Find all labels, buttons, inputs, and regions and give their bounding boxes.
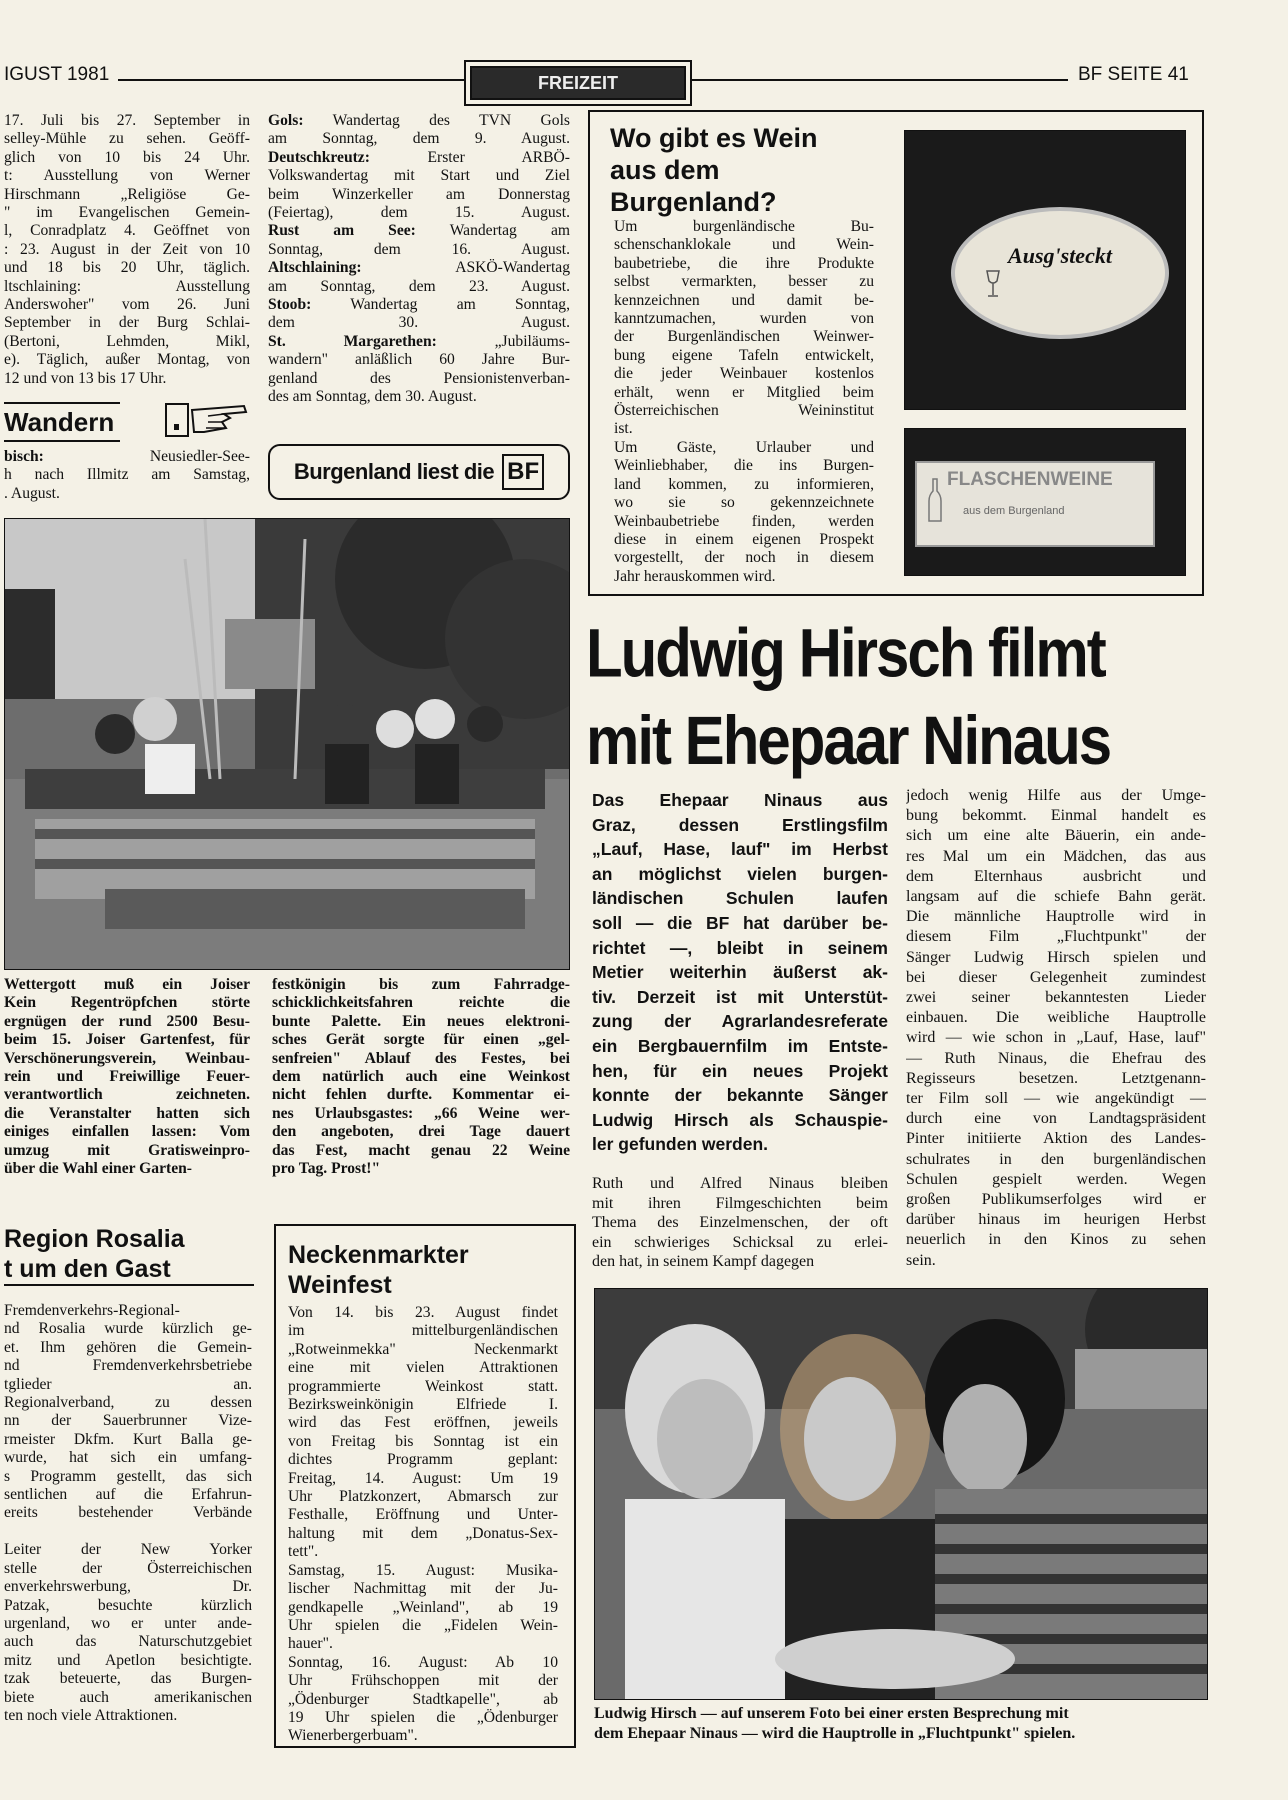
bf-logo: BF bbox=[502, 454, 544, 490]
text-line: ergnügen der rund 2500 Besu- bbox=[4, 1012, 250, 1030]
text-line: biete auch amerikanischen bbox=[4, 1688, 252, 1706]
neckenmarkt-text bbox=[288, 1304, 558, 1746]
text-line: enverkehrswerbung, Dr. bbox=[4, 1578, 252, 1596]
text-line: wird das Fest eröffnen, jeweils bbox=[288, 1414, 558, 1432]
text-line: hauer". bbox=[288, 1635, 333, 1653]
hirsch-photo bbox=[594, 1288, 1208, 1700]
text-line: e). Täglich, außer Montag, von bbox=[4, 351, 250, 369]
text-line: : 23. August in der Zeit von 10 bbox=[4, 240, 250, 258]
text-line: land kommen, zu informieren, bbox=[614, 475, 874, 493]
text-line: Wienerbergerbuam". bbox=[288, 1727, 418, 1745]
text-line: bung bekommt. Einmal handelt es bbox=[906, 807, 1206, 825]
text-line: Volkswandertag mit Start und Ziel bbox=[268, 167, 570, 185]
wine-glass-icon bbox=[985, 269, 1001, 299]
text-line: einiges einfallen lassen: Vom bbox=[4, 1123, 250, 1141]
flaschenweine-sign bbox=[915, 461, 1155, 547]
text-line: Thema des Einzelmenschen, der oft bbox=[592, 1214, 888, 1232]
text-line: (Bertoni, Lehmden, Mikl, bbox=[4, 332, 250, 350]
wein-box-title bbox=[610, 122, 818, 218]
text-line: beim Winzerkeller am Donnerstag bbox=[268, 185, 570, 203]
text-line: nn der Sauerbrunner Vize- bbox=[4, 1412, 252, 1430]
text-line: Ruth und Alfred Ninaus bleiben bbox=[592, 1175, 888, 1192]
text-line: St. Margarethen: „Jubiläums- bbox=[268, 332, 570, 350]
text-line: Weinliebhaber, die ins Burgen- bbox=[614, 457, 874, 475]
text-line: zwei seiner bekanntesten Lieder bbox=[906, 989, 1206, 1007]
text-line: festkönigin bis zum Fahrradge- bbox=[272, 976, 570, 993]
text-line: sches Gerät sorgte für einen „gel- bbox=[272, 1031, 570, 1049]
text-line: Fremdenverkehrs-Regional- bbox=[4, 1302, 180, 1319]
text-line: Metier weiterhin äußerst ak- bbox=[592, 962, 888, 983]
text-line: durch eine von Landtagspräsident bbox=[906, 1110, 1206, 1128]
ausgsteckt-sign bbox=[951, 207, 1169, 339]
text-line: jedoch wenig Hilfe aus der Umge- bbox=[906, 787, 1206, 804]
text-line: sich um eine alte Bäuerin, ein ande- bbox=[906, 827, 1206, 845]
text-line: ler gefunden werden. bbox=[592, 1134, 768, 1155]
text-line: diese in einem eigenen Prospekt bbox=[614, 530, 874, 548]
sign-photo-ausgsteckt bbox=[904, 130, 1186, 410]
text-line bbox=[4, 1523, 252, 1541]
rosalia-title bbox=[4, 1224, 254, 1286]
text-line: et. Ihm gehören die Gemein- bbox=[4, 1338, 252, 1356]
text-line: 19 Uhr spielen die „Ödenburger bbox=[288, 1708, 558, 1726]
text-line: Sonntag, dem 16. August. bbox=[268, 240, 570, 258]
issue-date: IGUST 1981 bbox=[4, 64, 110, 85]
text-line: darüber hinaus im heurigen Herbst bbox=[906, 1211, 1206, 1229]
text-line: im mittelburgenländischen bbox=[288, 1322, 558, 1340]
text-line: Wettergott muß ein Joiser bbox=[4, 976, 250, 993]
text-line: ländischen Schulen laufen bbox=[592, 888, 888, 909]
hirsch-body-right bbox=[906, 786, 1206, 1271]
text-line: Rust am See: Wandertag am bbox=[268, 222, 570, 240]
text-line: Schulen gespielt werden. Wegen bbox=[906, 1170, 1206, 1188]
text-line: mitz und Apetlon besichtigte. bbox=[4, 1651, 252, 1669]
text-line: wurde, hat sich ein umfang- bbox=[4, 1449, 252, 1467]
text-line: urgenland, wo er unter ande- bbox=[4, 1614, 252, 1632]
text-line: großen Publikumserfolges wird er bbox=[906, 1191, 1206, 1209]
ausgsteckt-sign-text: Ausg'steckt bbox=[1008, 243, 1112, 268]
festival-caption-right bbox=[272, 976, 570, 1178]
headline-line: Weinfest bbox=[288, 1271, 392, 1299]
text-line: Regisseurs besetzen. Letztgenann- bbox=[906, 1069, 1206, 1087]
headline-line: Ludwig Hirsch filmt bbox=[586, 614, 1105, 692]
text-line: Von 14. bis 23. August findet bbox=[288, 1304, 558, 1321]
text-line: baubetriebe, die ihre Produkte bbox=[614, 254, 874, 272]
headline-line: Burgenland? bbox=[610, 187, 777, 217]
hirsch-lead bbox=[592, 788, 888, 1157]
text-line: 17. Juli bis 27. September in bbox=[4, 112, 250, 129]
neckenmarkt-title bbox=[288, 1240, 469, 1300]
wein-box bbox=[588, 110, 1204, 596]
text-line: Österreichischen Weininstitut bbox=[614, 402, 874, 420]
text-line: diesem Film „Fluchtpunkt" der bbox=[906, 928, 1206, 946]
text-line: " im Evangelischen Gemein- bbox=[4, 204, 250, 222]
text-line: schicklichkeitsfahren reichte die bbox=[272, 994, 570, 1012]
text-line: neuerlich in den Kinos zu sehen bbox=[906, 1231, 1206, 1249]
wandern-title: Wandern bbox=[4, 402, 120, 442]
text-line: Die männliche Hauptrolle wird in bbox=[906, 908, 1206, 926]
text-line: tett". bbox=[288, 1543, 319, 1561]
text-line: den hat, in seinem Kampf dagegen bbox=[592, 1253, 815, 1271]
text-line: tzak beteuerte, das Burgen- bbox=[4, 1670, 252, 1688]
flaschenweine-sign-top: FLASCHENWEINE bbox=[947, 469, 1113, 490]
caption-line: dem Ehepaar Ninaus — wird die Hauptrolle in „Fluchtpunkt" spielen. bbox=[594, 1725, 1076, 1742]
text-line: kennzeichnen und damit be- bbox=[614, 291, 874, 309]
text-line: einbauen. Die weibliche Hauptrolle bbox=[906, 1009, 1206, 1027]
text-line: programmierte Weinkost statt. bbox=[288, 1377, 558, 1395]
headline-line: Neckenmarkter bbox=[288, 1241, 469, 1269]
text-line: Regionalverband, zu dessen bbox=[4, 1394, 252, 1412]
text-line: konnte der bekannte Sänger bbox=[592, 1085, 888, 1106]
text-line: ein Bergbauernfilm im Entste- bbox=[592, 1035, 888, 1056]
wandertage-column bbox=[268, 112, 570, 407]
text-line: t: Ausstellung von Werner bbox=[4, 167, 250, 185]
text-line: Uhr Frühschoppen mit der bbox=[288, 1672, 558, 1690]
header-rule-right bbox=[690, 79, 1068, 81]
page-number: BF SEITE 41 bbox=[1078, 64, 1189, 85]
text-line: Um Gäste, Urlauber und bbox=[614, 438, 874, 456]
neckenmarkt-box bbox=[274, 1224, 576, 1748]
text-line: . August. bbox=[4, 484, 60, 502]
text-line: Altschlaining: ASKÖ-Wandertag bbox=[268, 259, 570, 277]
wein-box-text bbox=[614, 218, 874, 586]
text-line: h nach Illmitz am Samstag, bbox=[4, 466, 250, 484]
text-line: Anderswoher" vom 26. Juni bbox=[4, 296, 250, 314]
text-line: 12 und von 13 bis 17 Uhr. bbox=[4, 369, 167, 387]
text-line: ter Film soll — wie angekündigt — bbox=[906, 1090, 1206, 1108]
headline-line: Wo gibt es Wein bbox=[610, 123, 818, 153]
text-line: ereits bestehender Verbände bbox=[4, 1504, 252, 1522]
text-line: Verschönerungsverein, Weinbau- bbox=[4, 1049, 250, 1067]
text-line: und 18 bis 20 Uhr, täglich. bbox=[4, 259, 250, 277]
text-line: Graz, dessen Erstlingsfilm bbox=[592, 814, 888, 835]
text-line: gendkapelle „Weinland", ab 19 bbox=[288, 1598, 558, 1616]
text-line: bisch: Neusiedler-See- bbox=[4, 448, 250, 465]
text-line: — Ruth Ninaus, die Ehefrau des bbox=[906, 1049, 1206, 1067]
text-line: wo sie so gekennzeichnete bbox=[614, 494, 874, 512]
text-line: Gols: Wandertag des TVN Gols bbox=[268, 112, 570, 129]
text-line: beim 15. Joiser Gartenfest, für bbox=[4, 1031, 250, 1049]
text-line: schenschanklokale und Wein- bbox=[614, 236, 874, 254]
text-line: lischer Nachmittag mit der Ju- bbox=[288, 1580, 558, 1598]
text-line: selbst vermarkten, besser zu bbox=[614, 273, 874, 291]
text-line: dem 30. August. bbox=[268, 314, 570, 332]
festival-caption-left bbox=[4, 976, 250, 1178]
text-line: den angeboten, drei Tage dauert bbox=[272, 1123, 570, 1141]
text-line: die Veranstalter hatten sich bbox=[4, 1104, 250, 1122]
text-line: Sonntag, 16. August: Ab 10 bbox=[288, 1653, 558, 1671]
text-line: res Mal um ein Mädchen, das aus bbox=[906, 847, 1206, 865]
text-line: September in der Burg Schlai- bbox=[4, 314, 250, 332]
text-line: umzug mit Gratisweinpro- bbox=[4, 1141, 250, 1159]
text-line: Samstag, 15. August: Musika- bbox=[288, 1561, 558, 1579]
headline-line: Region Rosalia bbox=[4, 1225, 185, 1253]
text-line: Sänger Ludwig Hirsch spielen und bbox=[906, 948, 1206, 966]
text-line: dem Elternhaus ausbricht und bbox=[906, 867, 1206, 885]
text-line: tiv. Derzeit ist mit Unterstüt- bbox=[592, 986, 888, 1007]
text-line: Festhalle, Eröffnung und Unter- bbox=[288, 1506, 558, 1524]
text-line: langsam auf die schiefe Bahn gerät. bbox=[906, 888, 1206, 906]
text-line: „Ödenburger Stadtkapelle", ab bbox=[288, 1690, 558, 1708]
text-line: ist. bbox=[614, 420, 633, 438]
text-line: Um burgenländische Bu- bbox=[614, 218, 874, 235]
hirsch-photo-caption bbox=[594, 1704, 1206, 1744]
text-line: s Programm gestellt, das sich bbox=[4, 1467, 252, 1485]
text-line: l, Conradplatz 4. Geöffnet von bbox=[4, 222, 250, 240]
text-line: die jeder Weinbauer kostenlos bbox=[614, 365, 874, 383]
text-line: sein. bbox=[906, 1251, 936, 1269]
text-line: nes Urlaubsgastes: „66 Weine wer- bbox=[272, 1104, 570, 1122]
text-line: ltschlaining: Ausstellung bbox=[4, 277, 250, 295]
text-line: vorgestellt, der noch in diesem bbox=[614, 549, 874, 567]
text-line: Das Ehepaar Ninaus aus bbox=[592, 790, 888, 810]
wandern-text bbox=[4, 448, 250, 503]
text-line: pro Tag. Prost!" bbox=[272, 1160, 381, 1178]
text-line: dichtes Programm geplant: bbox=[288, 1451, 558, 1469]
text-line: nd Rosalia wurde kürzlich ge- bbox=[4, 1320, 252, 1338]
text-line: soll — die BF hat darüber be- bbox=[592, 912, 888, 933]
text-line: auch das Naturschutzgebiet bbox=[4, 1633, 252, 1651]
text-line: Kein Regentröpfchen störte bbox=[4, 994, 250, 1012]
text-line: senfreien" Ablauf des Festes, bei bbox=[272, 1049, 570, 1067]
text-line: Ludwig Hirsch als Schauspie- bbox=[592, 1109, 888, 1130]
text-line: Deutschkreutz: Erster ARBÖ- bbox=[268, 148, 570, 166]
text-line: der Burgenländischen Weinwer- bbox=[614, 328, 874, 346]
section-title: FREIZEIT bbox=[470, 66, 686, 100]
text-line: das Fest, macht genau 22 Weine bbox=[272, 1141, 570, 1159]
text-line: stelle der Österreichischen bbox=[4, 1559, 252, 1577]
text-line: Patzak, besuchte kürzlich bbox=[4, 1596, 252, 1614]
wandern-heading bbox=[4, 402, 250, 438]
headline-line: aus dem bbox=[610, 155, 720, 185]
text-line: genland des Pensionistenverban- bbox=[268, 369, 570, 387]
text-line: Uhr spielen die „Fidelen Wein- bbox=[288, 1616, 558, 1634]
text-line: rein und Freiwillige Feuer- bbox=[4, 1068, 250, 1086]
text-line: zung der Agrarlandesreferate bbox=[592, 1011, 888, 1032]
text-line: wandern" anläßlich 60 Jahre Bur- bbox=[268, 351, 570, 369]
text-line: bung eigene Tafeln entwickelt, bbox=[614, 346, 874, 364]
text-line: „Rotweinmekka" Neckenmarkt bbox=[288, 1340, 558, 1358]
text-line: an möglichst vielen burgen- bbox=[592, 863, 888, 884]
text-line: haltung mit dem „Donatus-Sex- bbox=[288, 1524, 558, 1542]
text-line: dem natürlich auch eine Weinkost bbox=[272, 1068, 570, 1086]
bf-ad-text: Burgenland liest die bbox=[293, 459, 495, 484]
bf-ad bbox=[268, 444, 570, 500]
text-line: schulrates in den burgenländischen bbox=[906, 1150, 1206, 1168]
text-line: sentlichen auf die Erfahrun- bbox=[4, 1486, 252, 1504]
text-line: von Freitag bis Sonntag ist ein bbox=[288, 1432, 558, 1450]
text-line: rmeister Dkfm. Kurt Balla ge- bbox=[4, 1430, 252, 1448]
header-rule-left bbox=[118, 79, 464, 81]
text-line: des am Sonntag, dem 30. August. bbox=[268, 388, 477, 406]
text-line: glich von 10 bis 24 Uhr. bbox=[4, 148, 250, 166]
text-line: wird — wie schon in „Lauf, Hase, lauf" bbox=[906, 1029, 1206, 1047]
text-line: am Sonntag, dem 9. August. bbox=[268, 130, 570, 148]
flaschenweine-sign-bottom: aus dem Burgenland bbox=[963, 505, 1065, 517]
text-line: mit ihren Filmgeschichten beim bbox=[592, 1194, 888, 1212]
headline-line: t um den Gast bbox=[4, 1255, 171, 1283]
text-line: Jahr herauskommen wird. bbox=[614, 567, 776, 585]
text-line: Bezirksweinkönigin Elfriede I. bbox=[288, 1396, 558, 1414]
text-line: Pinter initiierte Aktion des Landes- bbox=[906, 1130, 1206, 1148]
text-line: bei dieser Gelegenheit zumindest bbox=[906, 968, 1206, 986]
text-line: nd Fremdenverkehrsbetriebe bbox=[4, 1357, 252, 1375]
sign-photo-flaschenweine bbox=[904, 428, 1186, 576]
text-line: tglieder an. bbox=[4, 1375, 252, 1393]
hirsch-body-left bbox=[592, 1174, 888, 1272]
pointing-hand-icon bbox=[164, 402, 248, 438]
hirsch-headline bbox=[586, 610, 1206, 785]
text-line: Freitag, 14. August: Um 19 bbox=[288, 1469, 558, 1487]
text-line: nicht fehlen durfte. Kommentar ei- bbox=[272, 1086, 570, 1104]
text-line: Uhr Platzkonzert, Abmarsch zur bbox=[288, 1488, 558, 1506]
text-line: erhält, wenn er Mitglied beim bbox=[614, 383, 874, 401]
bottle-icon bbox=[927, 477, 943, 528]
text-line: (Feiertag), dem 15. August. bbox=[268, 204, 570, 222]
caption-line: Ludwig Hirsch — auf unserem Foto bei einer ersten Besprechung mit bbox=[594, 1705, 1069, 1722]
text-line: Stoob: Wandertag am Sonntag, bbox=[268, 296, 570, 314]
text-line: bunte Palette. Ein neues elektroni- bbox=[272, 1012, 570, 1030]
text-line: „Lauf, Hase, lauf" im Herbst bbox=[592, 839, 888, 860]
text-line: ein schwieriges Schicksal zu erlei- bbox=[592, 1233, 888, 1251]
text-line: Leiter der New Yorker bbox=[4, 1541, 252, 1559]
headline-line: mit Ehepaar Ninaus bbox=[586, 702, 1111, 780]
text-line: Hirschmann „Religiöse Ge- bbox=[4, 185, 250, 203]
rosalia-text bbox=[4, 1302, 252, 1725]
text-line: Weinbaubetriebe finden, werden bbox=[614, 512, 874, 530]
text-line: ten noch viele Attraktionen. bbox=[4, 1706, 178, 1724]
festival-photo bbox=[4, 518, 570, 970]
exhibitions-column bbox=[4, 112, 250, 388]
text-line: über die Wahl einer Garten- bbox=[4, 1160, 192, 1178]
text-line: selley-Mühle zu sehen. Geöff- bbox=[4, 130, 250, 148]
text-line: hen, für ein neues Projekt bbox=[592, 1060, 888, 1081]
text-line: richtet —, bleibt in seinem bbox=[592, 937, 888, 958]
text-line: eine mit vielen Attraktionen bbox=[288, 1359, 558, 1377]
text-line: verantwortlich zeichneten. bbox=[4, 1086, 250, 1104]
text-line: am Sonntag, dem 23. August. bbox=[268, 277, 570, 295]
text-line: kanntzumachen, wurden von bbox=[614, 310, 874, 328]
